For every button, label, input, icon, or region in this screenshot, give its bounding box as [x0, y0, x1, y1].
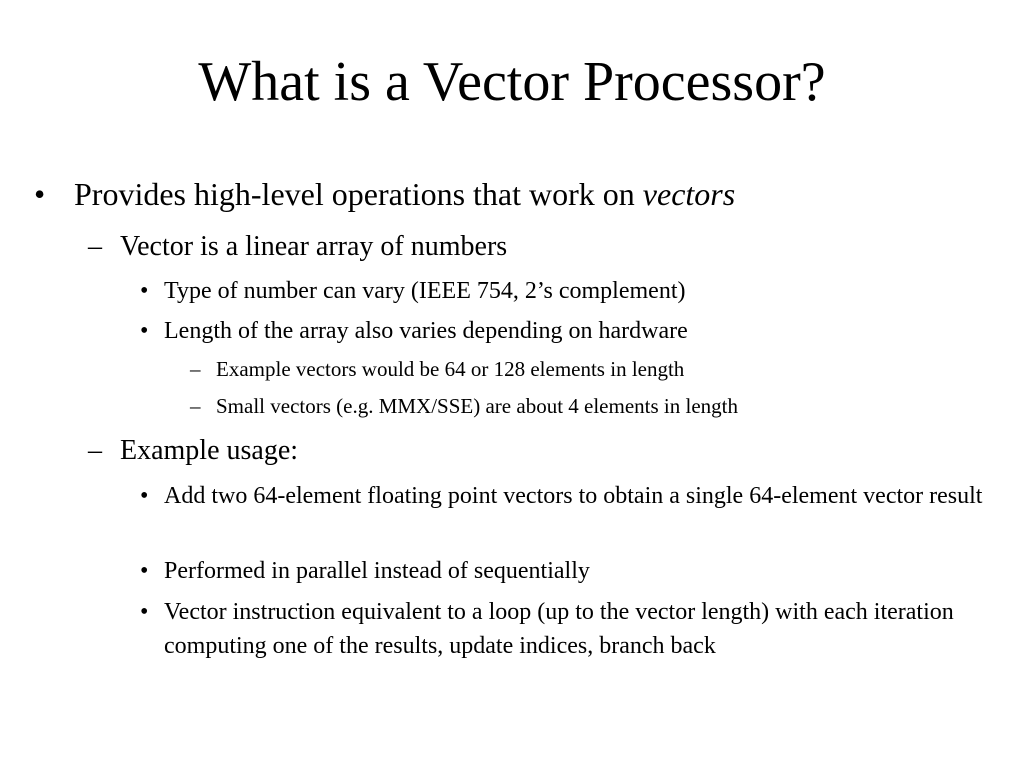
bullet-text: Vector instruction equivalent to a loop (up to the vector length) with each iteration computing one of the results, update indices, branch back — [164, 599, 954, 659]
dash-marker: – — [88, 231, 102, 262]
bullet-text: Type of number can vary (IEEE 754, 2’s complement) — [164, 278, 686, 304]
bullet-text: Length of the array also varies depending on hardware — [164, 318, 688, 344]
bullet-text-main: Provides high-level operations that work on — [74, 176, 643, 212]
bullet-text: Example usage: — [120, 435, 299, 466]
dash-marker: – — [190, 357, 201, 381]
bullet-marker: • — [140, 483, 149, 509]
bullet-text — [74, 175, 735, 213]
bullet-text: Vector is a linear array of numbers — [120, 231, 508, 262]
bullet-text-emphasis: vectors — [642, 176, 736, 212]
bullet-marker: • — [34, 176, 46, 212]
bullet-text: Example vectors would be 64 or 128 elements in length — [216, 357, 685, 381]
bullet-text: Add two 64-element floating point vectors to obtain a single 64-element vector result — [164, 483, 983, 509]
bullet-text: Performed in parallel instead of sequentially — [164, 558, 590, 584]
dash-marker: – — [88, 435, 102, 466]
bullet-marker: • — [140, 278, 149, 304]
bullet-marker: • — [140, 599, 149, 625]
bullet-text: Small vectors (e.g. MMX/SSE) are about 4 elements in length — [216, 394, 738, 418]
dash-marker: – — [190, 394, 201, 418]
bullet-marker: • — [140, 318, 149, 344]
bullet-marker: • — [140, 558, 149, 584]
slide-title: What is a Vector Processor? — [198, 51, 826, 113]
